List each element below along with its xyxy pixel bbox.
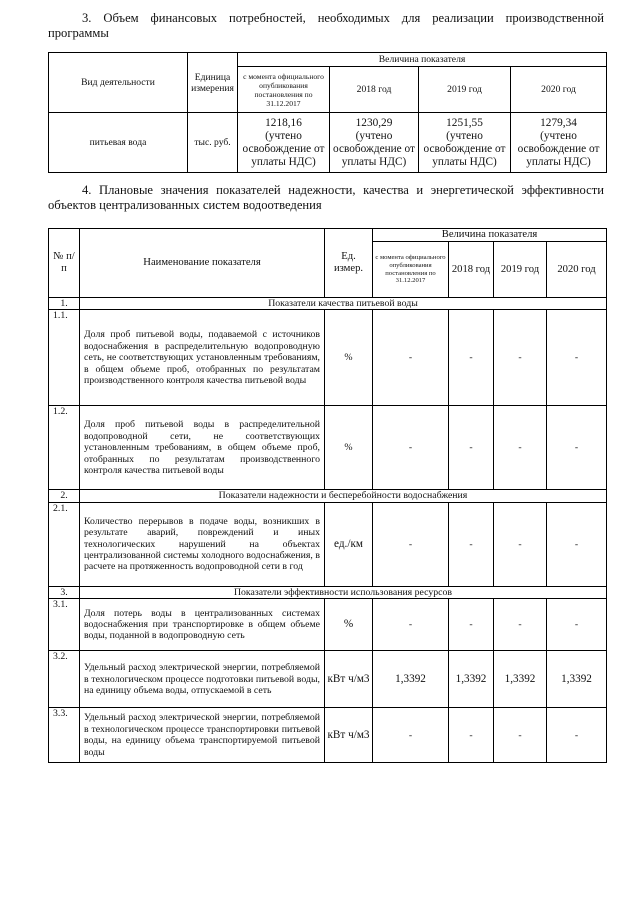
row-value-2019: - xyxy=(494,310,547,406)
row-value-2020: - xyxy=(547,708,607,763)
cell-activity: питьевая вода xyxy=(49,113,188,173)
row-number: 3.3. xyxy=(49,708,80,763)
table-row xyxy=(49,599,607,651)
section-number: 3. xyxy=(49,586,80,598)
table-row xyxy=(49,310,607,406)
row-number: 2.1. xyxy=(49,502,80,586)
indicators-table xyxy=(48,228,607,763)
header-since: с момента официального опубликования постановления по 31.12.2017 xyxy=(373,242,449,298)
table-row xyxy=(49,708,607,763)
row-unit: % xyxy=(325,406,373,490)
row-name: Доля потерь воды в централизованных системах водоснабжения при транспортировке в общем объеме воды, поданной в водопроводную сеть xyxy=(80,599,325,651)
header-since: с момента официального опубликования постановления по 31.12.2017 xyxy=(238,67,330,113)
header-no: № п/п xyxy=(49,229,80,298)
row-value-2020: - xyxy=(547,599,607,651)
row-value-since: - xyxy=(373,310,449,406)
row-number: 1.1. xyxy=(49,310,80,406)
header-2020: 2020 год xyxy=(511,67,607,113)
row-value-2018: - xyxy=(449,599,494,651)
row-number: 1.2. xyxy=(49,406,80,490)
row-unit: % xyxy=(325,310,373,406)
table-row xyxy=(49,502,607,586)
header-name: Наименование показателя xyxy=(80,229,325,298)
section-4-heading: 4. Плановые значения показателей надежности, качества и энергетической эффективности объектов централизованных систем водоотведения xyxy=(48,183,604,212)
section-row xyxy=(49,586,607,598)
section-number: 1. xyxy=(49,298,80,310)
row-value-since: - xyxy=(373,406,449,490)
row-number: 3.2. xyxy=(49,651,80,708)
header-unit: Единица измерения xyxy=(188,53,238,113)
row-value-2020: - xyxy=(547,310,607,406)
section-title: Показатели эффективности использования ресурсов xyxy=(80,586,607,598)
value-number: 1279,34 xyxy=(540,116,577,129)
cell-unit: тыс. руб. xyxy=(188,113,238,173)
section-number: 2. xyxy=(49,490,80,502)
row-unit: кВт ч/м3 xyxy=(325,651,373,708)
row-value-since: - xyxy=(373,502,449,586)
row-value-2020: 1,3392 xyxy=(547,651,607,708)
cell-2020 xyxy=(511,113,607,173)
row-name: Доля проб питьевой воды в распределительной водопроводной сети, не соответствующих установленным требованиям, в общем объеме проб, отобранных по результатам производственного контроля качества питьевой воды xyxy=(80,406,325,490)
value-number: 1218,16 xyxy=(265,116,302,129)
row-value-2018: - xyxy=(449,406,494,490)
header-2018: 2018 год xyxy=(449,242,494,298)
header-2019: 2019 год xyxy=(419,67,511,113)
row-value-since: - xyxy=(373,708,449,763)
row-value-2020: - xyxy=(547,502,607,586)
section-row xyxy=(49,490,607,502)
financial-needs-table xyxy=(48,52,607,173)
value-note: (учтено освобождение от уплаты НДС) xyxy=(242,129,325,168)
row-value-2019: - xyxy=(494,406,547,490)
row-value-2019: - xyxy=(494,599,547,651)
cell-2019 xyxy=(419,113,511,173)
row-unit: кВт ч/м3 xyxy=(325,708,373,763)
value-note: (учтено освобождение от уплаты НДС) xyxy=(333,129,415,168)
value-note: (учтено освобождение от уплаты НДС) xyxy=(517,129,600,168)
row-value-2018: - xyxy=(449,310,494,406)
table-row xyxy=(49,651,607,708)
row-name: Количество перерывов в подаче воды, возникших в результате аварий, повреждений и иных технологических нарушений на объектах централизованной системы холодного водоснабжения, в расчете на протяженность водопроводной сети в год xyxy=(80,502,325,586)
section-title: Показатели надежности и бесперебойности водоснабжения xyxy=(80,490,607,502)
value-note: (учтено освобождение от уплаты НДС) xyxy=(423,129,506,168)
cell-since xyxy=(238,113,330,173)
row-value-2019: 1,3392 xyxy=(494,651,547,708)
table-row xyxy=(49,406,607,490)
row-unit: ед./км xyxy=(325,502,373,586)
row-unit: % xyxy=(325,599,373,651)
row-value-2018: 1,3392 xyxy=(449,651,494,708)
row-value-2019: - xyxy=(494,502,547,586)
row-value-since: - xyxy=(373,599,449,651)
section-title: Показатели качества питьевой воды xyxy=(80,298,607,310)
row-value-since: 1,3392 xyxy=(373,651,449,708)
header-unit: Ед. измер. xyxy=(325,229,373,298)
row-number: 3.1. xyxy=(49,599,80,651)
cell-2018 xyxy=(330,113,419,173)
section-row xyxy=(49,298,607,310)
row-name: Удельный расход электрической энергии, потребляемой в технологическом процессе подготовки питьевой воды, на единицу объема воды, отпускаемой в сеть xyxy=(80,651,325,708)
header-activity: Вид деятельности xyxy=(49,53,188,113)
header-2019: 2019 год xyxy=(494,242,547,298)
row-value-2019: - xyxy=(494,708,547,763)
value-number: 1230,29 xyxy=(355,116,393,129)
row-value-2020: - xyxy=(547,406,607,490)
header-2020: 2020 год xyxy=(547,242,607,298)
header-value: Величина показателя xyxy=(238,53,607,67)
section-3-heading: 3. Объем финансовых потребностей, необходимых для реализации производственной программы xyxy=(48,11,604,40)
table-row xyxy=(49,113,607,173)
row-value-2018: - xyxy=(449,708,494,763)
row-name: Удельный расход электрической энергии, потребляемой в технологическом процессе транспортировки питьевой воды, на единицу объема транспортируемой питьевой воды xyxy=(80,708,325,763)
row-value-2018: - xyxy=(449,502,494,586)
header-2018: 2018 год xyxy=(330,67,419,113)
value-number: 1251,55 xyxy=(446,116,483,129)
header-value: Величина показателя xyxy=(373,229,607,242)
row-name: Доля проб питьевой воды, подаваемой с источников водоснабжения в распределительную водопроводную сеть, не соответствующих установленным требованиям, в общем объеме проб, отобранных по результатам производственного контроля качества питьевой воды xyxy=(80,310,325,406)
